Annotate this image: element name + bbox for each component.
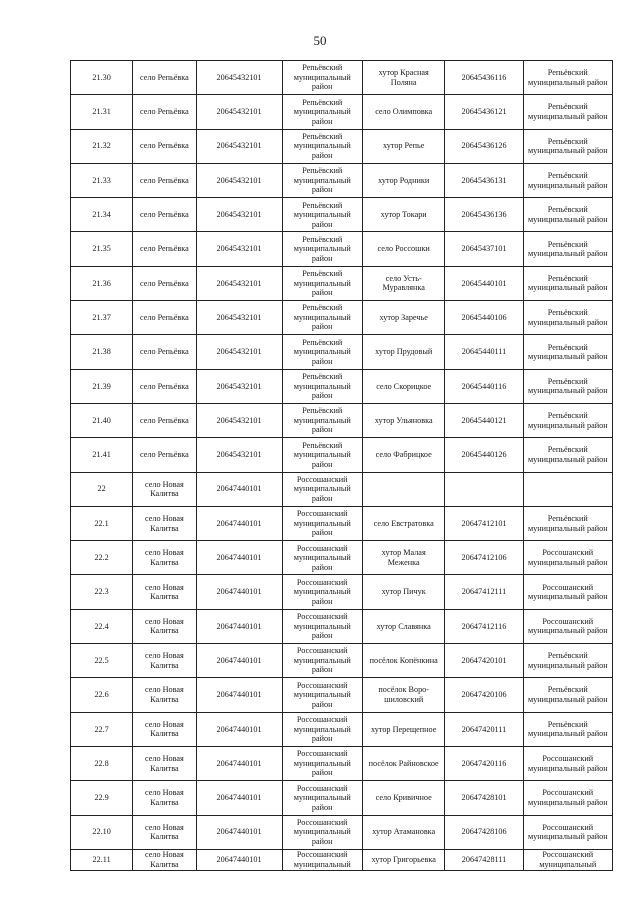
table-body (71, 61, 613, 871)
settlement-oktmo-code: 20645432101 (196, 266, 282, 300)
locality-name: хутор Заречье (362, 301, 445, 335)
locality-name: хутор Славянка (362, 609, 445, 643)
locality-name: посёлок Райновское (362, 746, 445, 780)
settlement-oktmo-code: 20645432101 (196, 129, 282, 163)
table-row (71, 301, 613, 335)
settlement-oktmo-code: 20645432101 (196, 369, 282, 403)
settlement-district: Россошанский муниципальный (282, 849, 362, 870)
row-number: 22.10 (71, 815, 133, 849)
locality-district: Россошанский муниципальный район (523, 746, 612, 780)
settlement-name: село Репьёвка (133, 438, 196, 472)
settlement-oktmo-code: 20647440101 (196, 678, 282, 712)
locality-name: хутор Малая Меженка (362, 541, 445, 575)
settlement-name: село Новая Калитва (133, 575, 196, 609)
locality-district: Репьёвский муниципальный район (523, 163, 612, 197)
table-row (71, 781, 613, 815)
settlement-name: село Репьёвка (133, 369, 196, 403)
row-number: 22.11 (71, 849, 133, 870)
table-row (71, 163, 613, 197)
table-row (71, 849, 613, 870)
settlement-oktmo-code: 20647440101 (196, 781, 282, 815)
table-row (71, 815, 613, 849)
table-row (71, 541, 613, 575)
locality-district: Репьёвский муниципальный район (523, 369, 612, 403)
row-number: 22.6 (71, 678, 133, 712)
row-number: 21.30 (71, 61, 133, 95)
locality-oktmo-code: 20645437101 (445, 232, 523, 266)
locality-oktmo-code: 20645440101 (445, 266, 523, 300)
locality-oktmo-code: 20647412116 (445, 609, 523, 643)
settlement-district: Россошанский муниципальный район (282, 609, 362, 643)
settlement-oktmo-code: 20647440101 (196, 541, 282, 575)
settlement-name: село Новая Калитва (133, 746, 196, 780)
locality-oktmo-code: 20645436126 (445, 129, 523, 163)
locality-district: Россошанский муниципальный район (523, 575, 612, 609)
settlement-name: село Новая Калитва (133, 781, 196, 815)
locality-district: Репьёвский муниципальный район (523, 678, 612, 712)
settlement-registry-table (70, 60, 613, 871)
settlement-district: Россошанский муниципальный район (282, 644, 362, 678)
settlement-district: Репьёвский муниципальный район (282, 129, 362, 163)
locality-district: Репьёвский муниципальный район (523, 506, 612, 540)
locality-oktmo-code: 20647412101 (445, 506, 523, 540)
settlement-name: село Новая Калитва (133, 472, 196, 506)
locality-name: село Усть-Муравлянка (362, 266, 445, 300)
settlement-district: Репьёвский муниципальный район (282, 335, 362, 369)
locality-name: хутор Пичук (362, 575, 445, 609)
locality-oktmo-code: 20645436131 (445, 163, 523, 197)
locality-district: Репьёвский муниципальный район (523, 301, 612, 335)
locality-name: посёлок Копёнкина (362, 644, 445, 678)
settlement-name: село Репьёвка (133, 61, 196, 95)
locality-oktmo-code: 20645436121 (445, 95, 523, 129)
row-number: 22.1 (71, 506, 133, 540)
table-row (71, 575, 613, 609)
page-number: 50 (313, 33, 327, 48)
locality-oktmo-code: 20645436116 (445, 61, 523, 95)
row-number: 22.3 (71, 575, 133, 609)
locality-oktmo-code: 20647428111 (445, 849, 523, 870)
locality-district: Россошанский муниципальный район (523, 781, 612, 815)
settlement-district: Россошанский муниципальный район (282, 678, 362, 712)
locality-district: Россошанский муниципальный район (523, 609, 612, 643)
locality-name: хутор Токари (362, 198, 445, 232)
row-number: 21.35 (71, 232, 133, 266)
settlement-name: село Новая Калитва (133, 678, 196, 712)
settlement-name: село Репьёвка (133, 129, 196, 163)
table-row (71, 506, 613, 540)
settlement-name: село Репьёвка (133, 266, 196, 300)
locality-oktmo-code: 20645440126 (445, 438, 523, 472)
locality-district: Репьёвский муниципальный район (523, 266, 612, 300)
settlement-district: Репьёвский муниципальный район (282, 266, 362, 300)
locality-oktmo-code: 20645440106 (445, 301, 523, 335)
locality-district: Репьёвский муниципальный район (523, 95, 612, 129)
locality-oktmo-code: 20647420101 (445, 644, 523, 678)
row-number: 21.33 (71, 163, 133, 197)
table-row (71, 678, 613, 712)
row-number: 21.41 (71, 438, 133, 472)
settlement-oktmo-code: 20647440101 (196, 815, 282, 849)
settlement-name: село Репьёвка (133, 335, 196, 369)
settlement-district: Репьёвский муниципальный район (282, 232, 362, 266)
settlement-name: село Репьёвка (133, 403, 196, 437)
settlement-oktmo-code: 20647440101 (196, 472, 282, 506)
locality-district: Россошанский муниципальный (523, 849, 612, 870)
table-row (71, 266, 613, 300)
table-row (71, 472, 613, 506)
locality-oktmo-code: 20647420106 (445, 678, 523, 712)
locality-name: хутор Григорьевка (362, 849, 445, 870)
locality-oktmo-code: 20647428106 (445, 815, 523, 849)
row-number: 21.38 (71, 335, 133, 369)
row-number: 21.34 (71, 198, 133, 232)
settlement-district: Репьёвский муниципальный район (282, 61, 362, 95)
settlement-oktmo-code: 20645432101 (196, 232, 282, 266)
locality-name: хутор Репье (362, 129, 445, 163)
settlement-name: село Репьёвка (133, 301, 196, 335)
settlement-oktmo-code: 20645432101 (196, 95, 282, 129)
locality-district: Репьёвский муниципальный район (523, 232, 612, 266)
locality-district (523, 472, 612, 506)
table-row (71, 369, 613, 403)
settlement-district: Репьёвский муниципальный район (282, 369, 362, 403)
locality-district: Репьёвский муниципальный район (523, 438, 612, 472)
settlement-name: село Репьёвка (133, 232, 196, 266)
table-row (71, 232, 613, 266)
settlement-name: село Репьёвка (133, 95, 196, 129)
settlement-district: Россошанский муниципальный район (282, 506, 362, 540)
table-row (71, 335, 613, 369)
table-row (71, 644, 613, 678)
table-row (71, 198, 613, 232)
locality-district: Россошанский муниципальный район (523, 815, 612, 849)
locality-district: Репьёвский муниципальный район (523, 712, 612, 746)
row-number: 22.7 (71, 712, 133, 746)
settlement-district: Россошанский муниципальный район (282, 575, 362, 609)
locality-oktmo-code: 20647412106 (445, 541, 523, 575)
row-number: 21.36 (71, 266, 133, 300)
table-row (71, 712, 613, 746)
locality-oktmo-code: 20647420116 (445, 746, 523, 780)
locality-district: Репьёвский муниципальный район (523, 198, 612, 232)
settlement-name: село Новая Калитва (133, 644, 196, 678)
settlement-name: село Новая Калитва (133, 712, 196, 746)
settlement-name: село Новая Калитва (133, 849, 196, 870)
table-row (71, 403, 613, 437)
locality-name: село Кривичное (362, 781, 445, 815)
locality-oktmo-code: 20645440116 (445, 369, 523, 403)
table-row (71, 609, 613, 643)
locality-name: село Олимповка (362, 95, 445, 129)
settlement-oktmo-code: 20647440101 (196, 609, 282, 643)
locality-oktmo-code: 20647428101 (445, 781, 523, 815)
locality-name: хутор Прудовый (362, 335, 445, 369)
settlement-district: Репьёвский муниципальный район (282, 163, 362, 197)
settlement-oktmo-code: 20647440101 (196, 849, 282, 870)
locality-name (362, 472, 445, 506)
row-number: 21.40 (71, 403, 133, 437)
settlement-district: Репьёвский муниципальный район (282, 198, 362, 232)
table-row (71, 61, 613, 95)
settlement-name: село Репьёвка (133, 163, 196, 197)
locality-name: село Евстратовка (362, 506, 445, 540)
table-row (71, 438, 613, 472)
settlement-district: Россошанский муниципальный район (282, 815, 362, 849)
locality-oktmo-code (445, 472, 523, 506)
locality-district: Репьёвский муниципальный район (523, 129, 612, 163)
locality-district: Россошанский муниципальный район (523, 541, 612, 575)
table-row (71, 746, 613, 780)
settlement-district: Репьёвский муниципальный район (282, 301, 362, 335)
locality-oktmo-code: 20645440111 (445, 335, 523, 369)
row-number: 21.37 (71, 301, 133, 335)
settlement-oktmo-code: 20645432101 (196, 163, 282, 197)
locality-name: хутор Родники (362, 163, 445, 197)
locality-district: Репьёвский муниципальный район (523, 61, 612, 95)
locality-name: село Скорицкое (362, 369, 445, 403)
locality-oktmo-code: 20647412111 (445, 575, 523, 609)
settlement-name: село Новая Калитва (133, 541, 196, 575)
locality-name: хутор Красная Поляна (362, 61, 445, 95)
settlement-oktmo-code: 20645432101 (196, 403, 282, 437)
row-number: 21.32 (71, 129, 133, 163)
locality-district: Репьёвский муниципальный район (523, 644, 612, 678)
table-row (71, 129, 613, 163)
settlement-name: село Новая Калитва (133, 609, 196, 643)
settlement-district: Репьёвский муниципальный район (282, 403, 362, 437)
settlement-district: Россошанский муниципальный район (282, 781, 362, 815)
locality-name: хутор Атамановка (362, 815, 445, 849)
settlement-name: село Новая Калитва (133, 506, 196, 540)
locality-name: село Россошки (362, 232, 445, 266)
settlement-name: село Репьёвка (133, 198, 196, 232)
settlement-oktmo-code: 20645432101 (196, 301, 282, 335)
locality-name: посёлок Воро-шиловский (362, 678, 445, 712)
settlement-district: Репьёвский муниципальный район (282, 438, 362, 472)
settlement-oktmo-code: 20647440101 (196, 712, 282, 746)
settlement-oktmo-code: 20647440101 (196, 575, 282, 609)
table-row (71, 95, 613, 129)
row-number: 22.4 (71, 609, 133, 643)
settlement-name: село Новая Калитва (133, 815, 196, 849)
settlement-oktmo-code: 20647440101 (196, 746, 282, 780)
settlement-district: Репьёвский муниципальный район (282, 95, 362, 129)
row-number: 22.9 (71, 781, 133, 815)
row-number: 22.8 (71, 746, 133, 780)
settlement-oktmo-code: 20647440101 (196, 644, 282, 678)
settlement-district: Россошанский муниципальный район (282, 746, 362, 780)
row-number: 22.2 (71, 541, 133, 575)
settlement-oktmo-code: 20645432101 (196, 438, 282, 472)
locality-name: хутор Перещепное (362, 712, 445, 746)
settlement-oktmo-code: 20645432101 (196, 335, 282, 369)
row-number: 21.31 (71, 95, 133, 129)
locality-oktmo-code: 20647420111 (445, 712, 523, 746)
settlement-district: Россошанский муниципальный район (282, 712, 362, 746)
row-number: 21.39 (71, 369, 133, 403)
locality-district: Репьёвский муниципальный район (523, 335, 612, 369)
settlement-district: Россошанский муниципальный район (282, 541, 362, 575)
row-number: 22.5 (71, 644, 133, 678)
settlement-oktmo-code: 20645432101 (196, 61, 282, 95)
locality-oktmo-code: 20645440121 (445, 403, 523, 437)
row-number: 22 (71, 472, 133, 506)
locality-name: село Фабрицкое (362, 438, 445, 472)
locality-district: Репьёвский муниципальный район (523, 403, 612, 437)
settlement-oktmo-code: 20645432101 (196, 198, 282, 232)
settlement-district: Россошанский муниципальный район (282, 472, 362, 506)
locality-name: хутор Ульяновка (362, 403, 445, 437)
locality-oktmo-code: 20645436136 (445, 198, 523, 232)
settlement-oktmo-code: 20647440101 (196, 506, 282, 540)
